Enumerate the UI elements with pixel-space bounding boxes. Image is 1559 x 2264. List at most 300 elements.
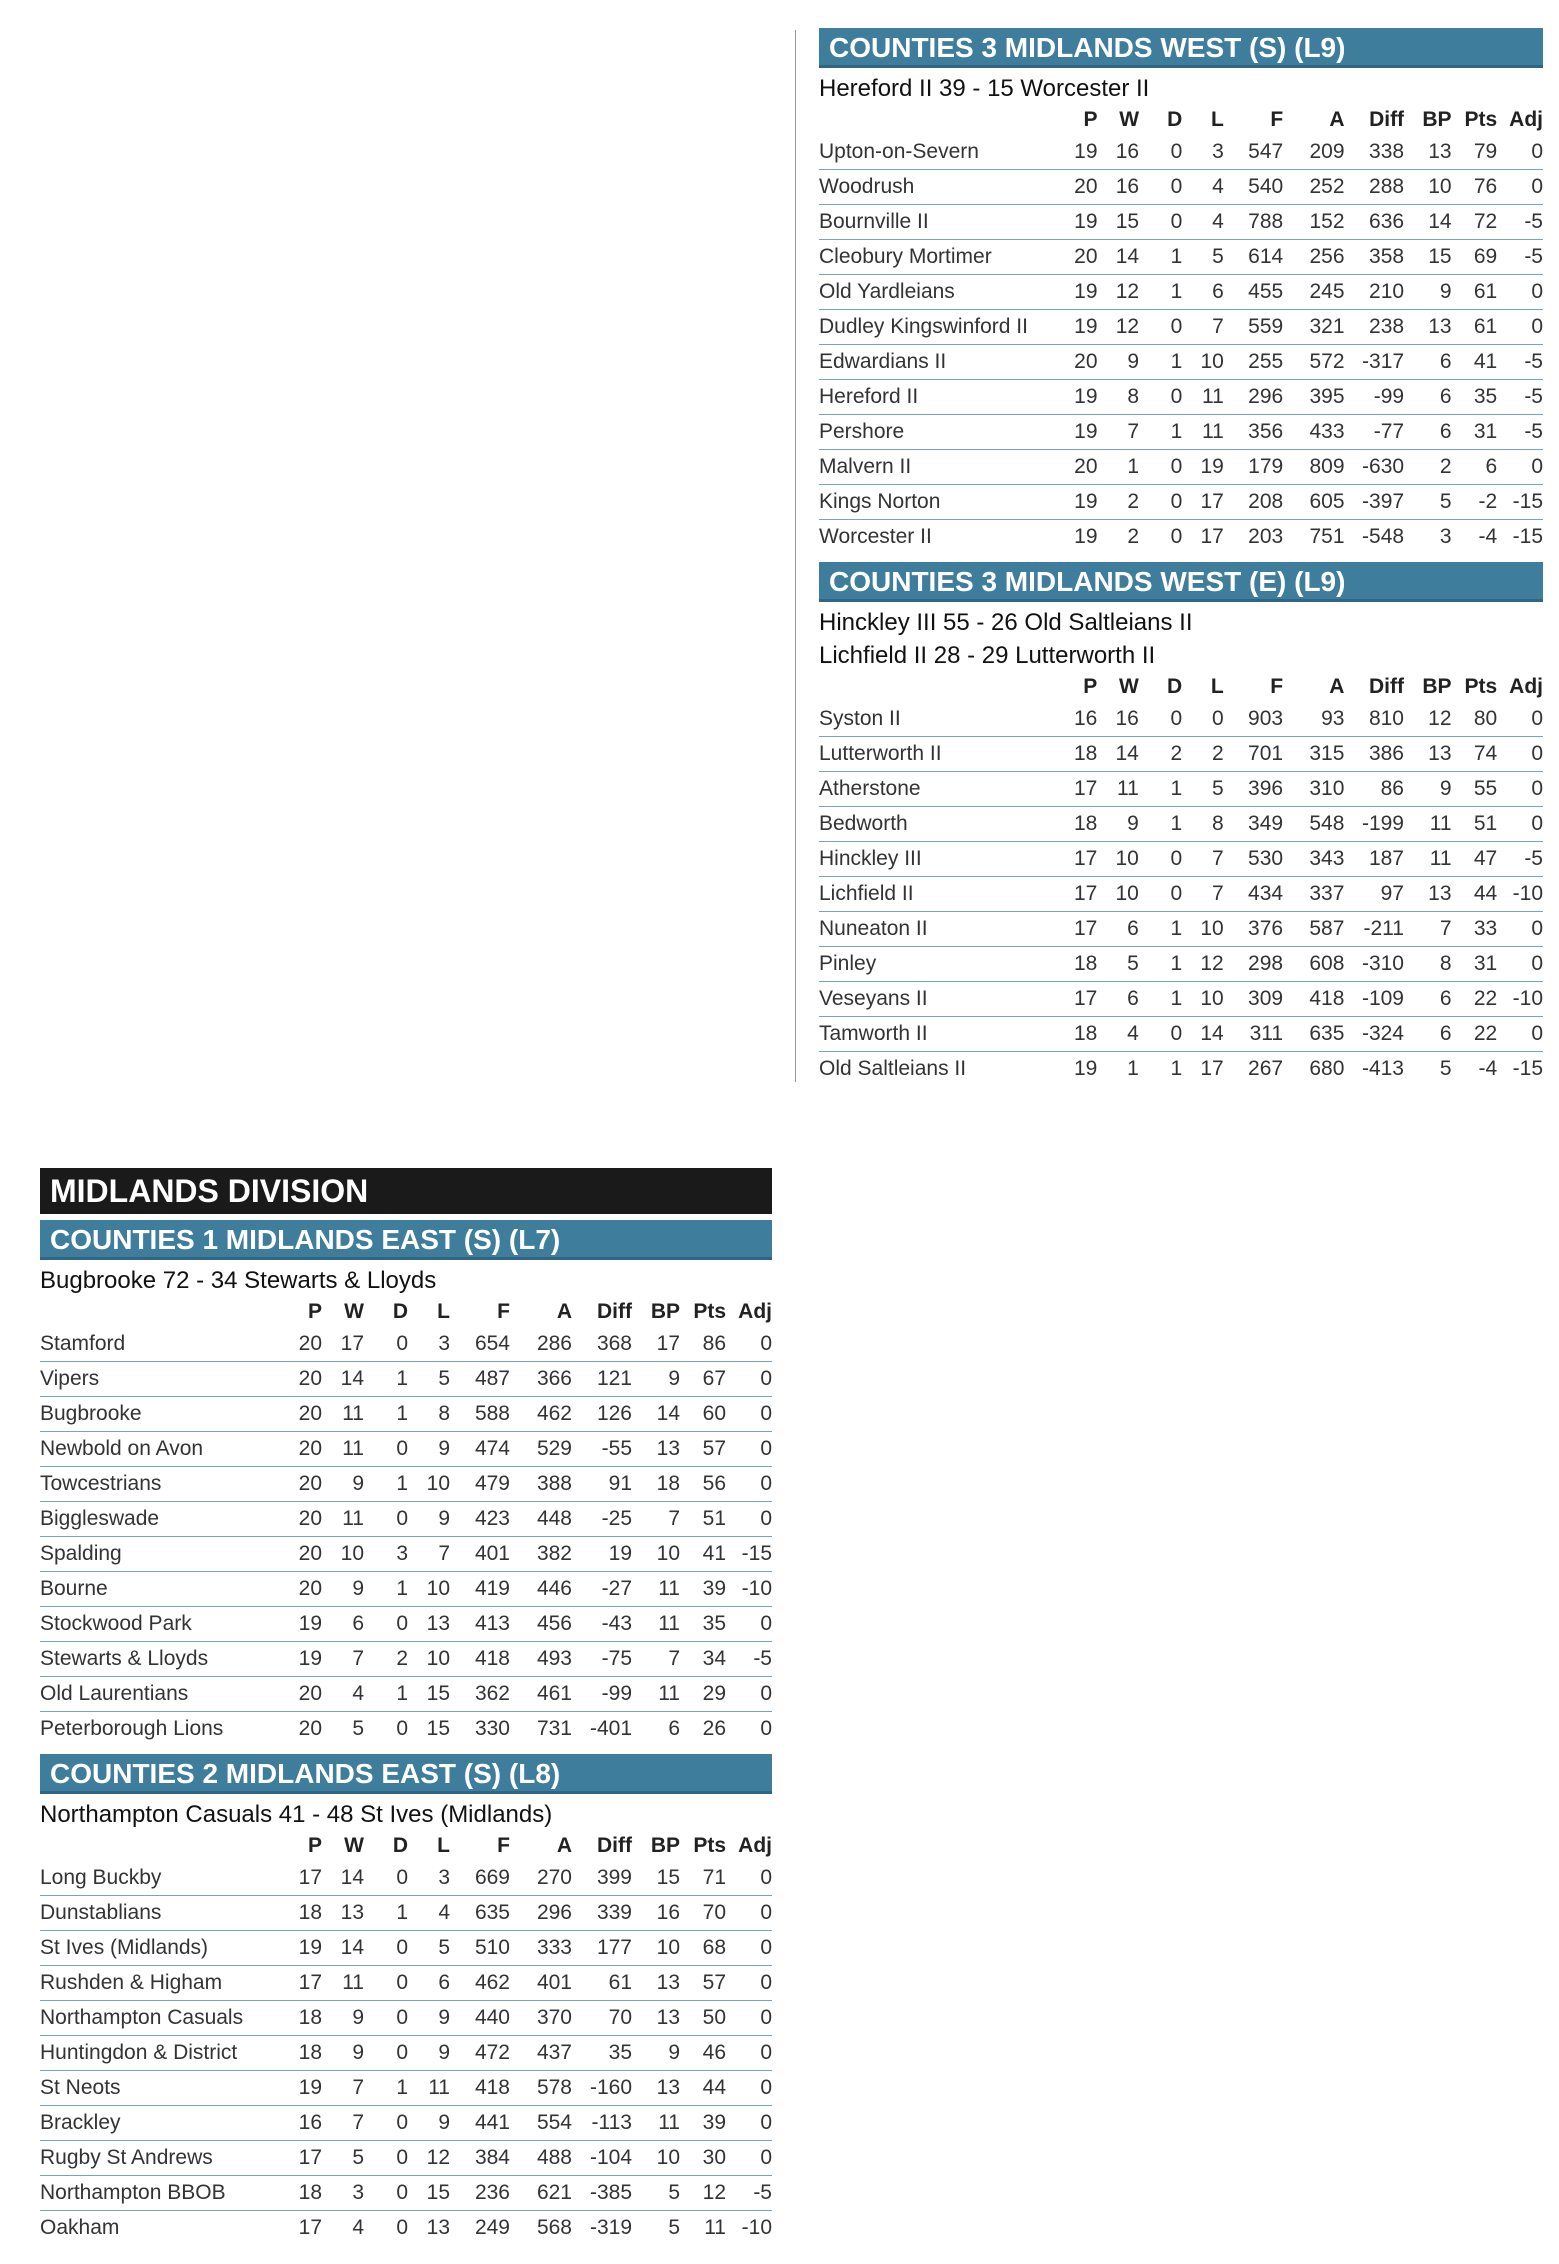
diff-cell: -630 xyxy=(1345,450,1405,485)
drawn-cell: 1 xyxy=(364,1572,408,1607)
against-cell: 152 xyxy=(1283,205,1344,240)
against-cell: 418 xyxy=(1283,982,1344,1017)
adjust-cell: 0 xyxy=(1497,807,1543,842)
adjust-cell: 0 xyxy=(1497,1017,1543,1052)
bonus-cell: 6 xyxy=(1404,415,1452,450)
against-cell: 462 xyxy=(510,1397,572,1432)
drawn-cell: 0 xyxy=(396,2216,408,2239)
against-cell: 270 xyxy=(510,1861,572,1896)
bonus-cell: 13 xyxy=(1404,877,1452,912)
bonus-cell: 8 xyxy=(1404,947,1452,982)
for-cell: 418 xyxy=(450,2071,510,2106)
column-header: Pts xyxy=(693,1834,726,1857)
table-row xyxy=(40,1572,772,1607)
bonus-cell: 11 xyxy=(632,1607,680,1642)
lost-cell: 15 xyxy=(408,1677,450,1712)
against-cell: 448 xyxy=(510,1502,572,1537)
played-cell: 19 xyxy=(1066,205,1098,240)
standings-table xyxy=(819,105,1543,554)
column-header: BP xyxy=(1422,108,1452,131)
bonus-cell: 7 xyxy=(632,1642,680,1677)
table-row xyxy=(819,842,1543,877)
played-cell: 20 xyxy=(290,1432,322,1467)
table-row xyxy=(40,2176,772,2211)
adjust-cell: -5 xyxy=(1497,380,1543,415)
against-cell: 572 xyxy=(1283,345,1344,380)
bonus-cell: 9 xyxy=(632,1362,680,1397)
played-cell: 20 xyxy=(290,1572,322,1607)
team-cell: Rushden & Higham xyxy=(40,1966,290,2001)
lost-cell: 7 xyxy=(1182,877,1224,912)
column-header: W xyxy=(1119,675,1139,698)
against-cell: 548 xyxy=(1283,807,1344,842)
lost-cell: 14 xyxy=(1182,1017,1224,1052)
team-cell: Worcester II xyxy=(819,525,932,548)
diff-cell: 339 xyxy=(572,1896,632,1931)
team-cell: Stamford xyxy=(40,1327,290,1362)
column-header: Adj xyxy=(738,1300,772,1323)
team-cell: Northampton Casuals xyxy=(40,2001,290,2036)
points-cell: 30 xyxy=(680,2141,726,2176)
diff-cell: 399 xyxy=(572,1861,632,1896)
bonus-cell: 10 xyxy=(1404,170,1452,205)
for-cell: 559 xyxy=(1224,310,1283,345)
lost-cell: 17 xyxy=(1200,525,1224,548)
column-header: D xyxy=(392,1834,408,1857)
against-cell: 333 xyxy=(510,1931,572,1966)
played-cell: 19 xyxy=(1066,415,1098,450)
column-header: W xyxy=(344,1300,364,1323)
points-cell: 50 xyxy=(680,2001,726,2036)
won-cell: 7 xyxy=(322,1642,364,1677)
column-header: L xyxy=(437,1300,450,1323)
team-cell: Bedworth xyxy=(819,807,1066,842)
table-row xyxy=(40,1432,772,1467)
diff-cell: 288 xyxy=(1345,170,1405,205)
drawn-cell: 0 xyxy=(1139,1017,1182,1052)
won-cell: 14 xyxy=(1098,240,1140,275)
drawn-cell: 0 xyxy=(396,1717,408,1740)
lost-cell: 7 xyxy=(408,1537,450,1572)
for-cell: 423 xyxy=(450,1502,510,1537)
won-cell: 14 xyxy=(322,1931,364,1966)
drawn-cell: 0 xyxy=(1170,525,1183,548)
points-cell: 67 xyxy=(680,1362,726,1397)
bonus-cell: 2 xyxy=(1404,450,1452,485)
drawn-cell: 1 xyxy=(364,1397,408,1432)
bonus-cell: 9 xyxy=(632,2036,680,2071)
points-cell: 69 xyxy=(1452,240,1498,275)
league-title: COUNTIES 1 MIDLANDS EAST (S) (L7) xyxy=(40,1220,772,1260)
diff-cell: -113 xyxy=(572,2106,632,2141)
played-cell: 16 xyxy=(290,2106,322,2141)
for-cell: 298 xyxy=(1224,947,1283,982)
table-row xyxy=(40,1861,772,1896)
team-cell: Vipers xyxy=(40,1362,290,1397)
bonus-cell: 7 xyxy=(1404,912,1452,947)
team-cell: Hereford II xyxy=(819,380,1066,415)
played-cell: 17 xyxy=(290,1966,322,2001)
for-cell: 418 xyxy=(450,1642,510,1677)
played-cell: 20 xyxy=(1066,240,1098,275)
won-cell: 8 xyxy=(1098,380,1140,415)
team-cell: Pinley xyxy=(819,947,1066,982)
against-cell: 437 xyxy=(510,2036,572,2071)
for-cell: 788 xyxy=(1224,205,1283,240)
points-cell: 22 xyxy=(1452,982,1498,1017)
lost-cell: 4 xyxy=(1182,170,1224,205)
points-cell: 31 xyxy=(1452,947,1498,982)
drawn-cell: 0 xyxy=(364,1966,408,2001)
division-title: MIDLANDS DIVISION xyxy=(40,1168,772,1214)
column-header: P xyxy=(307,1300,322,1323)
against-cell: 635 xyxy=(1283,1017,1344,1052)
lost-cell: 12 xyxy=(408,2141,450,2176)
lost-cell: 10 xyxy=(1182,345,1224,380)
bonus-cell: 13 xyxy=(632,2071,680,2106)
team-column-header xyxy=(819,105,1066,135)
drawn-cell: 0 xyxy=(364,2106,408,2141)
results-list xyxy=(40,1798,772,1831)
table-row xyxy=(819,345,1543,380)
against-cell: 395 xyxy=(1283,380,1344,415)
column-header: F xyxy=(1270,675,1284,698)
for-cell: 635 xyxy=(450,1896,510,1931)
league-panel xyxy=(40,1754,772,2245)
column-header: Adj xyxy=(1509,675,1543,698)
for-cell: 309 xyxy=(1224,982,1283,1017)
adjust-cell: 0 xyxy=(726,1677,772,1712)
adjust-cell: 0 xyxy=(760,1717,772,1740)
played-cell: 17 xyxy=(290,1861,322,1896)
played-cell: 20 xyxy=(298,1717,322,1740)
team-cell: Tamworth II xyxy=(819,1017,1066,1052)
table-row xyxy=(40,1362,772,1397)
against-cell: 321 xyxy=(1283,310,1344,345)
lost-cell: 13 xyxy=(408,1607,450,1642)
points-cell: 29 xyxy=(680,1677,726,1712)
table-row xyxy=(40,1327,772,1362)
diff-cell: -548 xyxy=(1362,525,1405,548)
table-row xyxy=(40,1966,772,2001)
for-cell: 540 xyxy=(1224,170,1283,205)
adjust-cell: 0 xyxy=(726,1397,772,1432)
adjust-cell: 0 xyxy=(1497,737,1543,772)
results-list xyxy=(40,1264,772,1297)
won-cell: 4 xyxy=(1097,1017,1139,1052)
team-column-header xyxy=(40,1297,290,1327)
diff-cell: -401 xyxy=(589,1717,632,1740)
table-row xyxy=(40,1677,772,1712)
played-cell: 20 xyxy=(290,1397,322,1432)
points-cell: 11 xyxy=(704,2216,726,2239)
table-row xyxy=(819,205,1543,240)
column-header: F xyxy=(1270,108,1284,131)
against-cell: 401 xyxy=(510,1966,572,2001)
bonus-cell: 9 xyxy=(1404,275,1452,310)
won-cell: 9 xyxy=(1097,807,1139,842)
drawn-cell: 1 xyxy=(1170,1057,1183,1080)
column-header: Pts xyxy=(1464,108,1498,131)
lost-cell: 6 xyxy=(1182,275,1224,310)
lost-cell: 10 xyxy=(1182,912,1224,947)
for-cell: 401 xyxy=(450,1537,510,1572)
points-cell: 72 xyxy=(1452,205,1498,240)
table-row xyxy=(819,450,1543,485)
played-cell: 20 xyxy=(290,1362,322,1397)
played-cell: 20 xyxy=(290,1502,322,1537)
table-row xyxy=(819,982,1543,1017)
lost-cell: 19 xyxy=(1182,450,1224,485)
adjust-cell: -5 xyxy=(1497,240,1543,275)
for-cell: 903 xyxy=(1224,702,1283,737)
played-cell: 17 xyxy=(1066,772,1098,807)
against-cell: 446 xyxy=(510,1572,572,1607)
team-column-header xyxy=(40,1831,290,1861)
for-cell: 396 xyxy=(1224,772,1283,807)
won-cell: 11 xyxy=(322,1432,364,1467)
points-cell: 55 xyxy=(1452,772,1498,807)
table-row xyxy=(819,240,1543,275)
drawn-cell: 0 xyxy=(1139,135,1182,170)
points-cell: 79 xyxy=(1452,135,1498,170)
adjust-cell: 0 xyxy=(726,2071,772,2106)
team-cell: Stewarts & Lloyds xyxy=(40,1642,290,1677)
played-cell: 20 xyxy=(1066,450,1098,485)
won-cell: 9 xyxy=(322,2036,364,2071)
results-list xyxy=(819,606,1543,672)
adjust-cell: 0 xyxy=(726,1966,772,2001)
won-cell: 14 xyxy=(322,1861,364,1896)
points-cell: 56 xyxy=(680,1467,726,1502)
lost-cell: 9 xyxy=(408,2001,450,2036)
points-cell: 60 xyxy=(680,1397,726,1432)
for-cell: 472 xyxy=(450,2036,510,2071)
lost-cell: 10 xyxy=(408,1642,450,1677)
column-header: A xyxy=(1329,675,1345,698)
column-header: F xyxy=(497,1834,510,1857)
adjust-cell: -5 xyxy=(726,2176,772,2211)
diff-cell: -199 xyxy=(1344,807,1404,842)
table-row xyxy=(819,912,1543,947)
team-cell: St Ives (Midlands) xyxy=(40,1931,290,1966)
lost-cell: 12 xyxy=(1182,947,1224,982)
column-header: Adj xyxy=(1509,108,1543,131)
column-header: Diff xyxy=(1368,675,1404,698)
lost-cell: 9 xyxy=(408,1432,450,1467)
adjust-cell: -10 xyxy=(741,2216,772,2239)
points-cell: 51 xyxy=(680,1502,726,1537)
lost-cell: 7 xyxy=(1182,310,1224,345)
adjust-cell: -15 xyxy=(1512,525,1543,548)
lost-cell: 10 xyxy=(1182,982,1224,1017)
against-cell: 370 xyxy=(510,2001,572,2036)
played-cell: 18 xyxy=(1066,947,1098,982)
standings-table xyxy=(819,672,1543,1086)
table-row xyxy=(819,1052,1543,1087)
drawn-cell: 0 xyxy=(1139,450,1182,485)
table-row xyxy=(819,380,1543,415)
table-row xyxy=(819,1017,1543,1052)
team-cell: Long Buckby xyxy=(40,1861,290,1896)
played-cell: 20 xyxy=(1066,170,1098,205)
column-header: BP xyxy=(650,1834,680,1857)
against-cell: 809 xyxy=(1283,450,1344,485)
drawn-cell: 1 xyxy=(1139,345,1182,380)
diff-cell: 358 xyxy=(1345,240,1405,275)
for-cell: 462 xyxy=(450,1966,510,2001)
drawn-cell: 1 xyxy=(1139,240,1182,275)
bonus-cell: 13 xyxy=(1404,135,1452,170)
played-cell: 19 xyxy=(290,2071,322,2106)
league-title: COUNTIES 2 MIDLANDS EAST (S) (L8) xyxy=(40,1754,772,1794)
diff-cell: 368 xyxy=(572,1327,632,1362)
table-row xyxy=(819,947,1543,982)
played-cell: 20 xyxy=(290,1327,322,1362)
drawn-cell: 1 xyxy=(1139,982,1182,1017)
won-cell: 5 xyxy=(322,2141,364,2176)
played-cell: 19 xyxy=(1066,135,1098,170)
column-header: BP xyxy=(650,1300,680,1323)
points-cell: 39 xyxy=(680,2106,726,2141)
played-cell: 18 xyxy=(1066,737,1098,772)
won-cell: 16 xyxy=(1098,135,1140,170)
diff-cell: -104 xyxy=(572,2141,632,2176)
adjust-cell: 0 xyxy=(1497,947,1543,982)
table-row xyxy=(819,737,1543,772)
against-cell: 252 xyxy=(1283,170,1344,205)
bonus-cell: 9 xyxy=(1404,772,1452,807)
against-cell: 343 xyxy=(1283,842,1344,877)
diff-cell: -317 xyxy=(1345,345,1405,380)
played-cell: 20 xyxy=(290,1677,322,1712)
column-header: A xyxy=(556,1300,572,1323)
table-header-row xyxy=(40,1831,772,1861)
lost-cell: 9 xyxy=(408,2036,450,2071)
column-header: Diff xyxy=(1369,108,1405,131)
for-cell: 441 xyxy=(450,2106,510,2141)
adjust-cell: -15 xyxy=(726,1537,772,1572)
drawn-cell: 0 xyxy=(1139,702,1182,737)
won-cell: 2 xyxy=(1098,485,1140,520)
diff-cell: -324 xyxy=(1344,1017,1404,1052)
adjust-cell: 0 xyxy=(1497,702,1543,737)
for-cell: 487 xyxy=(450,1362,510,1397)
adjust-cell: 0 xyxy=(726,2106,772,2141)
diff-cell: -55 xyxy=(572,1432,632,1467)
table-row xyxy=(819,772,1543,807)
for-cell: 236 xyxy=(450,2176,510,2211)
diff-cell: 19 xyxy=(572,1537,632,1572)
for-cell: 614 xyxy=(1224,240,1283,275)
played-cell: 18 xyxy=(290,2176,322,2211)
played-cell: 20 xyxy=(1066,345,1098,380)
points-cell: 26 xyxy=(702,1717,726,1740)
table-row xyxy=(40,2211,772,2246)
won-cell: 7 xyxy=(322,2106,364,2141)
adjust-cell: -5 xyxy=(1497,345,1543,380)
table-row xyxy=(40,1467,772,1502)
table-row xyxy=(40,1502,772,1537)
played-cell: 17 xyxy=(1066,912,1098,947)
won-cell: 6 xyxy=(1097,912,1139,947)
won-cell: 7 xyxy=(1098,415,1140,450)
drawn-cell: 0 xyxy=(364,1607,408,1642)
table-row xyxy=(819,415,1543,450)
column-header: F xyxy=(497,1300,510,1323)
diff-cell: 61 xyxy=(572,1966,632,2001)
bonus-cell: 17 xyxy=(632,1327,680,1362)
for-cell: 419 xyxy=(450,1572,510,1607)
won-cell: 1 xyxy=(1098,450,1140,485)
won-cell: 10 xyxy=(1097,842,1139,877)
for-cell: 434 xyxy=(1224,877,1283,912)
played-cell: 19 xyxy=(290,1642,322,1677)
adjust-cell: -5 xyxy=(726,1642,772,1677)
lost-cell: 5 xyxy=(408,1362,450,1397)
drawn-cell: 0 xyxy=(364,1502,408,1537)
for-cell: 179 xyxy=(1224,450,1283,485)
diff-cell: -310 xyxy=(1344,947,1404,982)
played-cell: 17 xyxy=(1066,982,1098,1017)
played-cell: 20 xyxy=(290,1537,322,1572)
drawn-cell: 0 xyxy=(1139,170,1182,205)
bonus-cell: 5 xyxy=(1439,1057,1452,1080)
team-cell: Lutterworth II xyxy=(819,737,1066,772)
points-cell: 47 xyxy=(1452,842,1498,877)
played-cell: 20 xyxy=(290,1467,322,1502)
lost-cell: 5 xyxy=(1182,772,1224,807)
diff-cell: 177 xyxy=(572,1931,632,1966)
diff-cell: 338 xyxy=(1345,135,1405,170)
result-line: Hinckley III 55 - 26 Old Saltleians II xyxy=(819,609,1193,636)
bonus-cell: 6 xyxy=(1404,345,1452,380)
adjust-cell: 0 xyxy=(726,1931,772,1966)
played-cell: 18 xyxy=(290,2036,322,2071)
diff-cell: -385 xyxy=(572,2176,632,2211)
team-cell: Syston II xyxy=(819,702,1066,737)
against-cell: 680 xyxy=(1309,1057,1345,1080)
won-cell: 11 xyxy=(322,1502,364,1537)
team-cell: Biggleswade xyxy=(40,1502,290,1537)
won-cell: 3 xyxy=(322,2176,364,2211)
adjust-cell: 0 xyxy=(1497,310,1543,345)
diff-cell: -77 xyxy=(1345,415,1405,450)
team-cell: Nuneaton II xyxy=(819,912,1066,947)
adjust-cell: 0 xyxy=(726,1362,772,1397)
won-cell: 5 xyxy=(1097,947,1139,982)
bonus-cell: 11 xyxy=(632,2106,680,2141)
standings-table xyxy=(40,1297,772,1746)
for-cell: 701 xyxy=(1224,737,1283,772)
against-cell: 286 xyxy=(510,1327,572,1362)
lost-cell: 13 xyxy=(426,2216,450,2239)
adjust-cell: 0 xyxy=(726,1327,772,1362)
played-cell: 18 xyxy=(1066,807,1098,842)
points-cell: -2 xyxy=(1452,485,1498,520)
won-cell: 11 xyxy=(322,1397,364,1432)
against-cell: 608 xyxy=(1283,947,1344,982)
team-cell: Old Saltleians II xyxy=(819,1057,967,1080)
drawn-cell: 1 xyxy=(1139,275,1182,310)
team-cell: Northampton BBOB xyxy=(40,2176,290,2211)
team-cell: Woodrush xyxy=(819,170,1066,205)
lost-cell: 15 xyxy=(408,2176,450,2211)
column-header: D xyxy=(1167,108,1183,131)
against-cell: 310 xyxy=(1283,772,1344,807)
against-cell: 621 xyxy=(510,2176,572,2211)
bonus-cell: 11 xyxy=(632,1572,680,1607)
